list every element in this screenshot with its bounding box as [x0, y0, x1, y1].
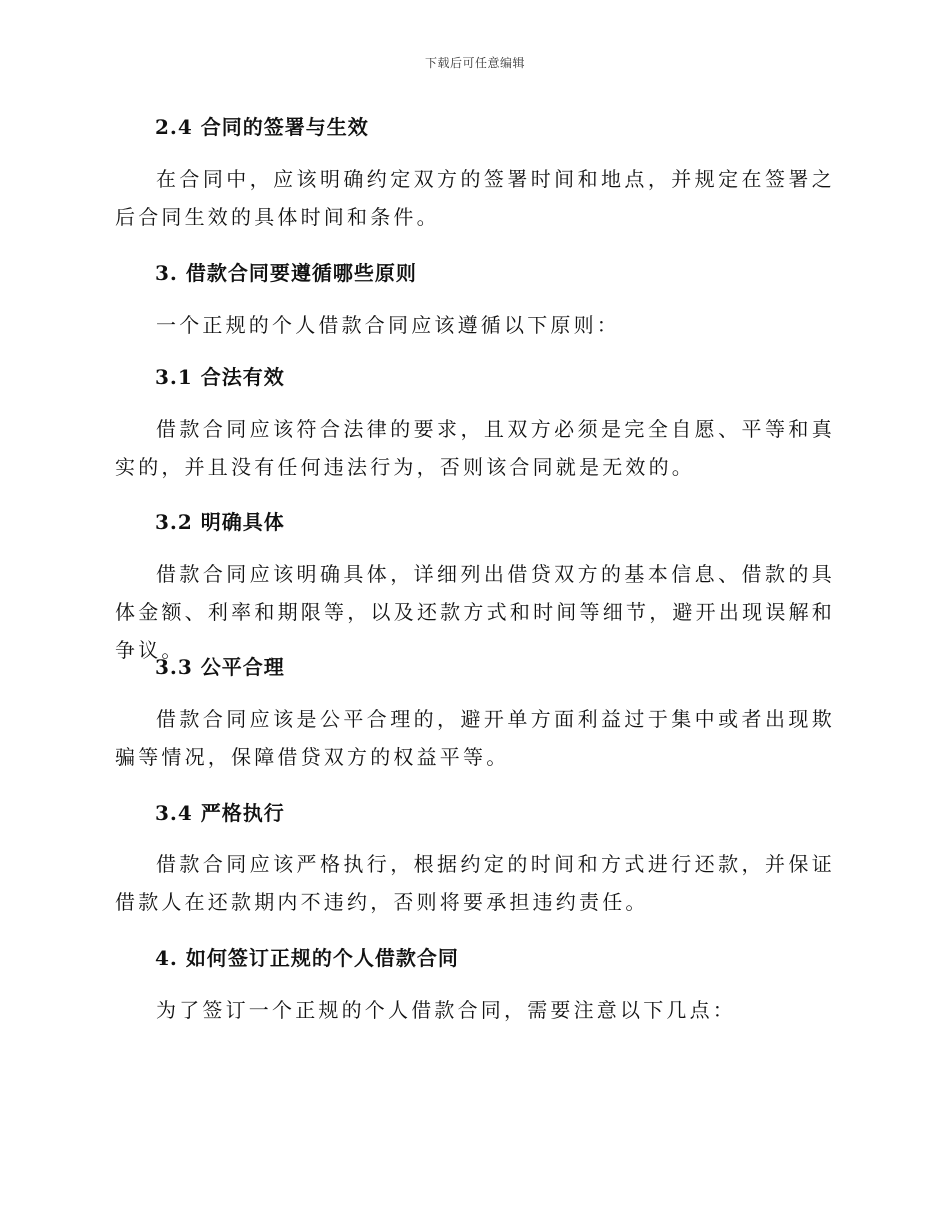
- section-heading-3-4: 3.4 严格执行: [155, 801, 285, 825]
- paragraph-strict: 借款合同应该严格执行，根据约定的时间和方式进行还款，并保证借款人在还款期内不违约，否则将要承担违约责任。: [115, 852, 835, 914]
- section-heading-3: 3. 借款合同要遵循哪些原则: [155, 261, 417, 285]
- section-heading-3-1: 3.1 合法有效: [155, 365, 285, 389]
- paragraph-specific: 借款合同应该明确具体，详细列出借贷双方的基本信息、借款的具体金额、利率和期限等，以及还款方式和时间等细节，避开出现误解和争议。: [115, 562, 835, 662]
- section-heading-2-4: 2.4 合同的签署与生效: [155, 115, 369, 139]
- page-header: 下载后可任意编辑: [424, 56, 525, 70]
- paragraph-legal-valid: 借款合同应该符合法律的要求，且双方必须是完全自愿、平等和真实的，并且没有任何违法行为，否则该合同就是无效的。: [115, 417, 835, 479]
- section-heading-3-3: 3.3 公平合理: [155, 655, 285, 679]
- section-heading-4: 4. 如何签订正规的个人借款合同: [155, 946, 459, 970]
- paragraph-how-to-sign: 为了签订一个正规的个人借款合同，需要注意以下几点：: [156, 998, 736, 1022]
- paragraph-signing: 在合同中，应该明确约定双方的签署时间和地点，并规定在签署之后合同生效的具体时间和条件。: [115, 167, 835, 229]
- section-heading-3-2: 3.2 明确具体: [155, 510, 285, 534]
- paragraph-fair: 借款合同应该是公平合理的，避开单方面利益过于集中或者出现欺骗等情况，保障借贷双方的权益平等。: [115, 707, 835, 769]
- paragraph-principles-intro: 一个正规的个人借款合同应该遵循以下原则：: [156, 313, 620, 337]
